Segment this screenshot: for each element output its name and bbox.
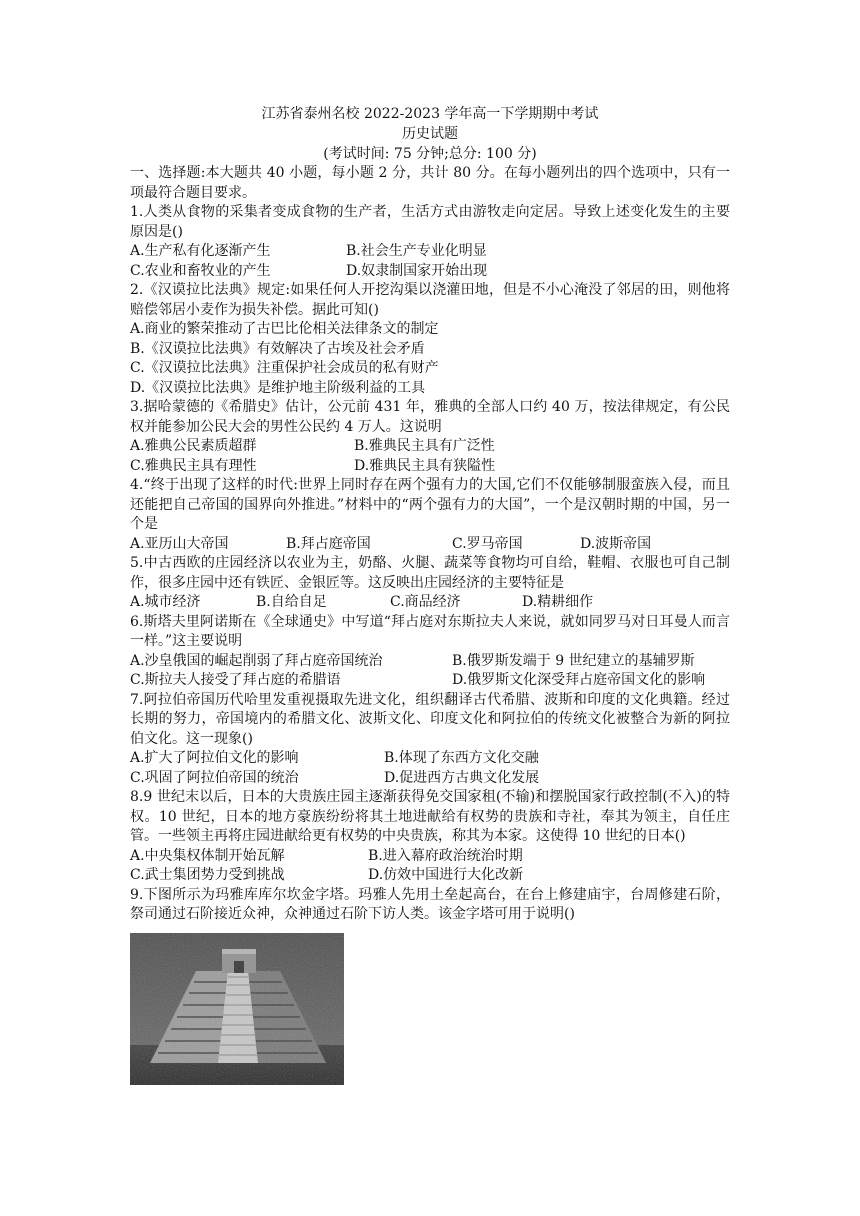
question-stem: 3.据哈蒙德的《希腊史》估计，公元前 431 年，雅典的全部人口约 40 万，按法律规定，有公民权并能参加公民大会的男性公民约 4 万人。这说明 (130, 399, 730, 435)
option-a: A.沙皇俄国的崛起削弱了拜占庭帝国统治 (130, 652, 383, 669)
option-b: B.俄罗斯发端于 9 世纪建立的基辅罗斯 (452, 652, 695, 669)
question-3 (130, 398, 730, 476)
option-c: C.雅典民主具有理性 (130, 457, 257, 474)
question-options (130, 652, 730, 691)
option-c: C.《汉谟拉比法典》注重保护社会成员的私有财产 (130, 360, 439, 376)
option-a: A.亚历山大帝国 (130, 535, 229, 552)
question-options (130, 593, 730, 613)
question-options (130, 749, 730, 788)
option-b: B.《汉谟拉比法典》有效解决了古埃及社会矛盾 (130, 340, 425, 357)
option-a: A.中央集权体制开始瓦解 (130, 847, 285, 864)
option-c: C.罗马帝国 (452, 535, 523, 552)
section-intro: 一、选择题:本大题共 40 小题，每小题 2 分，共计 80 分。在每小题列出的四个选项中，只有一项最符合题目要求。 (130, 165, 730, 201)
question-4 (130, 476, 730, 554)
question-9 (130, 886, 730, 1085)
exam-header (130, 104, 730, 164)
question-options (130, 535, 730, 555)
option-d: D.促进西方古典文化发展 (384, 769, 540, 786)
pyramid-photo (130, 933, 344, 1085)
option-b: B.体现了东西方文化交融 (384, 750, 539, 766)
question-5 (130, 554, 730, 613)
option-d: D.《汉谟拉比法典》是维护地主阶级利益的工具 (130, 379, 426, 396)
question-1 (130, 203, 730, 281)
option-a: A.生产私有化逐渐产生 (130, 243, 271, 259)
question-stem: 5.中古西欧的庄园经济以农业为主，奶酪、火腿、蔬菜等食物均可自给，鞋帽、衣服也可自己制作，很多庄园中还有铁匠、金银匠等。这反映出庄园经济的主要特征是 (130, 555, 730, 591)
question-options (130, 437, 730, 476)
option-d: D.俄罗斯文化深受拜占庭帝国文化的影响 (452, 672, 706, 688)
option-b: B.社会生产专业化明显 (346, 243, 487, 259)
exam-subject: 历史试题 (402, 126, 458, 142)
option-c: C.农业和畜牧业的产生 (130, 262, 271, 279)
option-b: B.拜占庭帝国 (286, 535, 371, 552)
question-options (130, 320, 730, 398)
option-d: D.仿效中国进行大化改新 (368, 867, 524, 883)
option-a: A.雅典公民素质超群 (130, 438, 257, 454)
option-c: C.斯拉夫人接受了拜占庭的希腊语 (130, 672, 341, 688)
exam-title: 江苏省泰州名校 2022-2023 学年高一下学期期中考试 (261, 106, 599, 122)
option-d: D.雅典民主具有狭隘性 (354, 457, 496, 474)
question-options (130, 847, 730, 886)
question-6 (130, 613, 730, 691)
option-c: C.武士集团势力受到挑战 (130, 867, 285, 883)
option-b: B.进入幕府政治统治时期 (368, 847, 523, 864)
question-stem: 1.人类从食物的采集者变成食物的生产者，生活方式由游牧走向定居。导致上述变化发生的主要原因是() (130, 204, 730, 240)
question-stem: 7.阿拉伯帝国历代哈里发重视摄取先进文化，组织翻译古代希腊、波斯和印度的文化典籍。经过长期的努力，帝国境内的希腊文化、波斯文化、印度文化和阿拉伯的传统文化被整合为新的阿拉伯文化。这一现象() (130, 691, 730, 747)
option-a: A.扩大了阿拉伯文化的影响 (130, 750, 299, 766)
question-options (130, 242, 730, 281)
option-b: B.雅典民主具有广泛性 (354, 438, 495, 454)
option-a: A.城市经济 (130, 594, 201, 610)
option-d: D.精耕细作 (522, 594, 594, 610)
question-stem: 6.斯塔夫里阿诺斯在《全球通史》中写道“拜占庭对东斯拉夫人来说，就如同罗马对日耳曼人而言一样。”这主要说明 (130, 613, 730, 649)
option-a: A.商业的繁荣推动了古巴比伦相关法律条文的制定 (130, 321, 439, 337)
question-stem: 8.9 世纪末以后，日本的大贵族庄园主逐渐获得免交国家租(不输)和摆脱国家行政控制(不入)的特权。10 世纪，日本的地方豪族纷纷将其土地进献给有权势的贵族和寺社，奉其为领主，自任庄管。一些领主再将庄园进献给更有权势的中央贵族，称其为本家。这使得 10 世纪的日本() (130, 789, 730, 844)
option-d: D.奴隶制国家开始出现 (346, 262, 488, 279)
option-b: B.自给自足 (256, 594, 327, 610)
question-2 (130, 281, 730, 398)
exam-info: (考试时间: 75 分钟;总分: 100 分) (323, 146, 537, 162)
question-8 (130, 788, 730, 886)
question-stem: 2.《汉谟拉比法典》规定:如果任何人开挖沟渠以浇灌田地，但是不小心淹没了邻居的田，则他将赔偿邻居小麦作为损失补偿。据此可知() (130, 282, 730, 318)
question-7 (130, 691, 730, 789)
question-stem: 4.“终于出现了这样的时代:世界上同时存在两个强有力的大国,它们不仅能够制服蛮族入侵，而且还能把自己帝国的国界向外推进。”材料中的“两个强有力的大国”，一个是汉朝时期的中国，另一个是 (130, 477, 730, 532)
option-c: C.商品经济 (390, 594, 461, 610)
question-stem: 9.下图所示为玛雅库库尔坎金字塔。玛雅人先用土垒起高台，在台上修建庙宇，台周修建石阶，祭司通过石阶接近众神，众神通过石阶下访人类。该金字塔可用于说明() (130, 886, 730, 922)
option-d: D.波斯帝国 (580, 535, 652, 552)
option-c: C.巩固了阿拉伯帝国的统治 (130, 769, 299, 786)
exam-page (130, 104, 730, 1085)
